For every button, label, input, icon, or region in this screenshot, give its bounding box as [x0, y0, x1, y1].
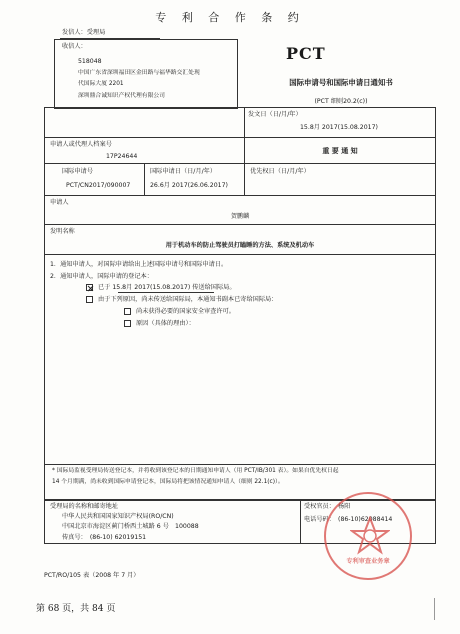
recipient-agency: 深圳鼎合诚知识产权代理有限公司: [78, 93, 165, 99]
option-transmitted-checkbox: [86, 284, 93, 291]
rule-reference: (PCT 细则20.2(c)): [314, 98, 368, 105]
option-transmitted-text: 已于 15.8月 2017(15.08.2017) 传送给国际局。: [98, 284, 236, 291]
intl-app-number-value: PCT/CN2017/090007: [66, 182, 131, 189]
item-1: 1．通知申请人，对国际申请给出上述国际申请号和国际申请日。: [50, 261, 228, 268]
option-not-transmitted-text: 由于下列原因，尚未传送给国际局，本通知书副本已寄给国际局：: [98, 296, 278, 303]
applicant-ref-value: 17P24644: [106, 153, 138, 160]
officer-phone: 电话号码： (86-10)62088414: [304, 516, 393, 523]
sender-label: 发信人：受理局: [62, 29, 106, 36]
footnote-line2: 14 个月期满，尚未收到国际申请登记本，国际局将把该情况通知申请人（细则 22.1(c)）。: [52, 479, 284, 485]
office-address: 中国北京市海淀区蓟门桥西土城路 6 号 100088: [62, 523, 199, 530]
office-label: 受理局的名称和邮寄地址: [50, 503, 119, 510]
reason-other-checkbox: [124, 320, 131, 327]
reason-security-checkbox: [124, 308, 131, 315]
option-not-transmitted-checkbox: [86, 296, 93, 303]
applicant-label: 申请人: [50, 199, 69, 206]
page-number: 第 68 页，共 84 页: [36, 604, 116, 614]
applicant-value: 贺鹏麟: [230, 213, 250, 220]
notice-title: 国际申请号和国际申请日通知书: [289, 78, 393, 87]
treaty-title: 专 利 合 作 条 约: [155, 11, 305, 24]
reason-security-text: 尚未获得必要的国家安全审查许可。: [136, 308, 235, 315]
item-2: 2．通知申请人，国际申请的登记本：: [50, 273, 153, 280]
reason-other-text: 原因（具体的理由）：: [136, 320, 195, 327]
recipient-address-line1: 中国广东省深圳福田区金田路与福华路交汇处现: [78, 70, 200, 76]
recipient-address-line2: 代国际大厦 2201: [78, 81, 124, 87]
seal-text: 专利审查业务章: [346, 558, 390, 565]
national-emblem-icon: [350, 516, 390, 556]
invention-title-label: 发明名称: [50, 228, 75, 235]
intl-app-date-value: 26.6月 2017(26.06.2017): [150, 182, 228, 189]
invention-title-value: 用于机动车的防止驾驶员打瞌睡的方法、系统及机动车: [165, 242, 315, 249]
priority-date-label: 优先权日（日/月/年）: [250, 168, 310, 175]
office-name: 中华人民共和国国家知识产权局(RO/CN): [62, 513, 174, 520]
authorized-officer: 受权官员： 杨阳: [304, 503, 351, 510]
intl-app-date-label: 国际申请日（日/月/年）: [150, 168, 217, 175]
dispatch-date-label: 发文日（日/月/年）: [248, 111, 302, 118]
dispatch-date-value: 15.8月 2017(15.08.2017): [300, 124, 378, 131]
important-notice: 重 要 通 知: [322, 147, 358, 155]
recipient-postal-code: 518048: [78, 58, 102, 65]
pct-brand: PCT: [286, 44, 326, 63]
scan-margin-mark: [434, 598, 435, 620]
intl-app-number-label: 国际申请号: [62, 168, 93, 175]
official-seal-stamp: [324, 492, 412, 580]
form-identifier: PCT/RO/105 表（2008 年 7 月）: [44, 572, 140, 579]
applicant-ref-label: 申请人或代理人档案号: [50, 141, 112, 148]
office-fax: 传真号： (86-10) 62019151: [62, 534, 147, 541]
recipient-label: 收信人：: [62, 43, 87, 50]
footnote-line1: * 国际局监视受理局传送登记本，并将收到该登记本的日期通知申请人（用 PCT/IB/301 表）。如果自优先权日起: [52, 468, 339, 474]
